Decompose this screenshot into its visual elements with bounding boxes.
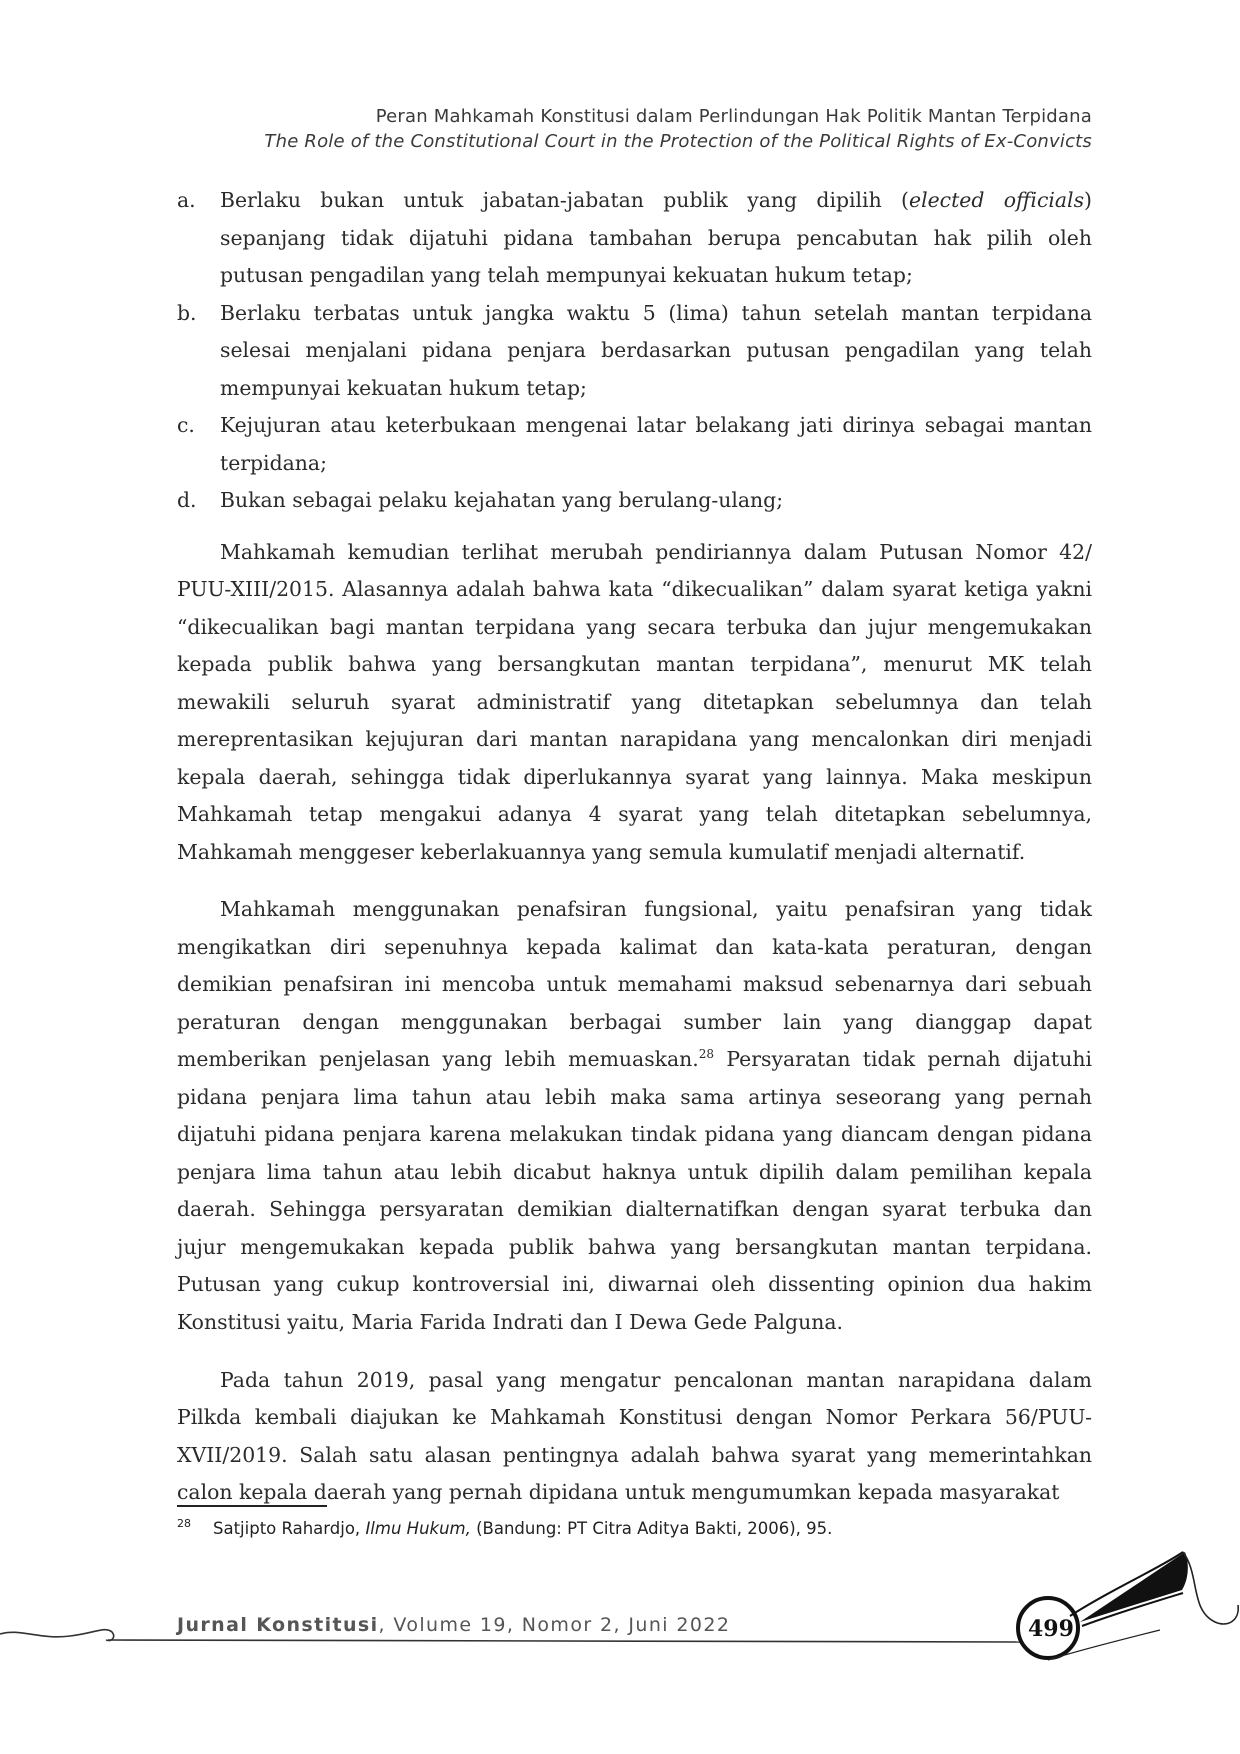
header-title-indonesian: Peran Mahkamah Konstitusi dalam Perlindungan Hak Politik Mantan Terpidana (375, 106, 1092, 127)
list-text: Kejujuran atau keterbukaan mengenai latar belakang jati dirinya sebagai mantan terpidana; (220, 413, 1092, 475)
footnote-author: Satjipto Rahardjo, (213, 1519, 366, 1538)
paragraph-3: Pada tahun 2019, pasal yang mengatur pencalonan mantan narapidana dalam Pilkda kembali diajukan ke Mahkamah Konstitusi dengan Nomor Perkara 56/PUU-XVII/2019. Salah satu alasan pentingnya adalah bahwa syarat yang memerintahkan calon kepala daerah yang pernah dipidana untuk mengumumkan kepada masyarakat (177, 1367, 1092, 1505)
list-text (220, 182, 1092, 295)
header-title-english: The Role of the Constitutional Court in the Protection of the Political Rights of Ex-Convicts (264, 131, 1092, 152)
footnote-details: (Bandung: PT Citra Aditya Bakti, 2006), 95. (470, 1519, 833, 1538)
list-text: Berlaku terbatas untuk jangka waktu 5 (lima) tahun setelah mantan terpidana selesai menjalani pidana penjara berdasarkan putusan pengadilan yang telah mempunyai kekuatan hukum tetap; (220, 300, 1092, 400)
paragraph-2-text: Persyaratan tidak pernah dijatuhi pidana penjara lima tahun atau lebih maka sama artinya seseorang yang pernah dijatuhi pidana penjara karena melakukan tindak pidana yang diancam dengan pidana penjara lima tahun atau lebih dicabut haknya untuk dipilih dalam pemilihan kepala daerah. Sehingga persyaratan demikian dialternatifkan dengan syarat terbuka dan jujur mengemukakan kepada publik bahwa yang bersangkutan mantan terpidana. Putusan yang cukup kontroversial ini, diwarnai oleh dissenting opinion dua hakim Konstitusi yaitu, Maria Farida Indrati dan I Dewa Gede Palguna. (177, 1047, 1092, 1334)
footer-journal (177, 1614, 730, 1636)
journal-issue: , Volume 19, Nomor 2, Juni 2022 (378, 1614, 731, 1636)
elected-officials-term: elected officials (909, 188, 1085, 212)
paragraph-2-text: Mahkamah menggunakan penafsiran fungsional, yaitu penafsiran yang tidak mengikatkan diri sepenuhnya kepada kalimat dan kata-kata peraturan, dengan demikian penafsiran ini mencoba untuk memahami maksud sebenarnya dari sebuah peraturan dengan menggunakan berbagai sumber lain yang dianggap dapat memberikan penjelasan yang lebih memuaskan. (177, 897, 1092, 1072)
list-text-part: ) sepanjang tidak dijatuhi pidana tambahan berupa pencabutan hak pilih oleh putusan pengadilan yang telah mempunyai kekuatan hukum tetap; (220, 188, 1093, 287)
list-item-c (177, 407, 1092, 482)
list-item-d (177, 482, 1092, 520)
list-marker: b. (177, 300, 197, 325)
footnote-number: 28 (177, 1517, 191, 1530)
list-marker: a. (177, 188, 196, 212)
list-item-a (177, 182, 1092, 295)
running-header (264, 104, 1092, 154)
list-text: Bukan sebagai pelaku kejahatan yang berulang-ulang; (220, 488, 784, 512)
list-marker: c. (177, 413, 195, 437)
paragraph-1: Mahkamah kemudian terlihat merubah pendiriannya dalam Putusan Nomor 42/ PUU-XIII/2015. Alasannya adalah bahwa kata “dikecualikan” dalam syarat ketiga yakni “dikecualikan bagi mantan terpidana yang secara terbuka dan jujur mengemukakan kepada publik bahwa yang bersangkutan mantan terpidana”, menurut MK telah mewakili seluruh syarat administratif yang ditetapkan sebelumnya dan telah mereprentasikan kejujuran dari mantan narapidana yang mencalonkan diri menjadi kepala daerah, sehingga tidak diperlukannya syarat yang lainnya. Maka meskipun Mahkamah tetap mengakui adanya 4 syarat yang telah ditetapkan sebelumnya, Mahkamah menggeser keberlakuannya yang semula kumulatif menjadi alternatif. (177, 539, 1092, 864)
footnote-reference[interactable]: 28 (698, 1047, 715, 1062)
journal-name: Jurnal Konstitusi (177, 1614, 379, 1636)
paragraph-2 (177, 891, 1092, 1341)
footnote (177, 1512, 1092, 1541)
list-marker: d. (177, 488, 197, 512)
article-body (177, 182, 1092, 1532)
footnote-divider (177, 1505, 327, 1507)
list-item-b (177, 295, 1092, 408)
page-number: 499 (1028, 1616, 1074, 1642)
footnote-title: Ilmu Hukum, (365, 1519, 471, 1538)
list-text-part: Berlaku bukan untuk jabatan-jabatan publik yang dipilih ( (220, 188, 909, 212)
